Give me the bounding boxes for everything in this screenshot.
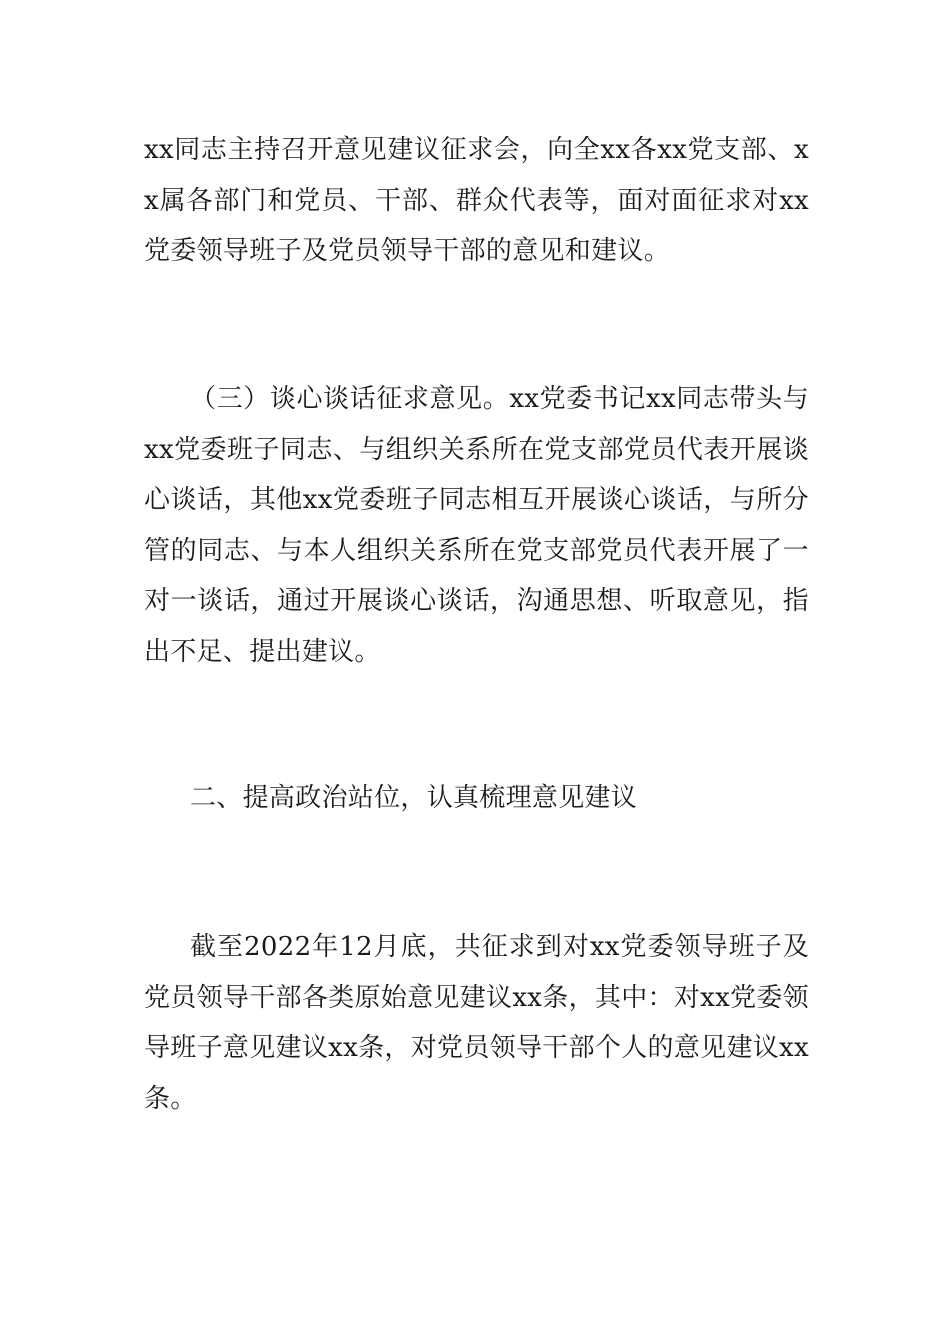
paragraph-solicitation-meeting: xx同志主持召开意见建议征求会，向全xx各xx党支部、xx属各部门和党员、干部、群众代表等，面对面征求对xx党委领导班子及党员领导干部的意见和建议。 <box>144 135 809 267</box>
paragraph-opinion-count: 截至2022年12月底，共征求到对xx党委领导班子及党员领导干部各类原始意见建议xx条，其中：对xx党委领导班子意见建议xx条，对党员领导干部个人的意见建议xx条。 <box>144 932 809 1114</box>
paragraph-heart-to-heart-talks: （三）谈心谈话征求意见。xx党委书记xx同志带头与xx党委班子同志、与组织关系所在党支部党员代表开展谈心谈话，其他xx党委班子同志相互开展谈心谈话，与所分管的同志、与本人组织关系所在党支部党员代表开展了一对一谈话，通过开展谈心谈话，沟通思想、听取意见，指出不足、提出建议。 <box>144 384 809 667</box>
section-heading-two: 二、提高政治站位，认真梳理意见建议 <box>190 783 638 813</box>
